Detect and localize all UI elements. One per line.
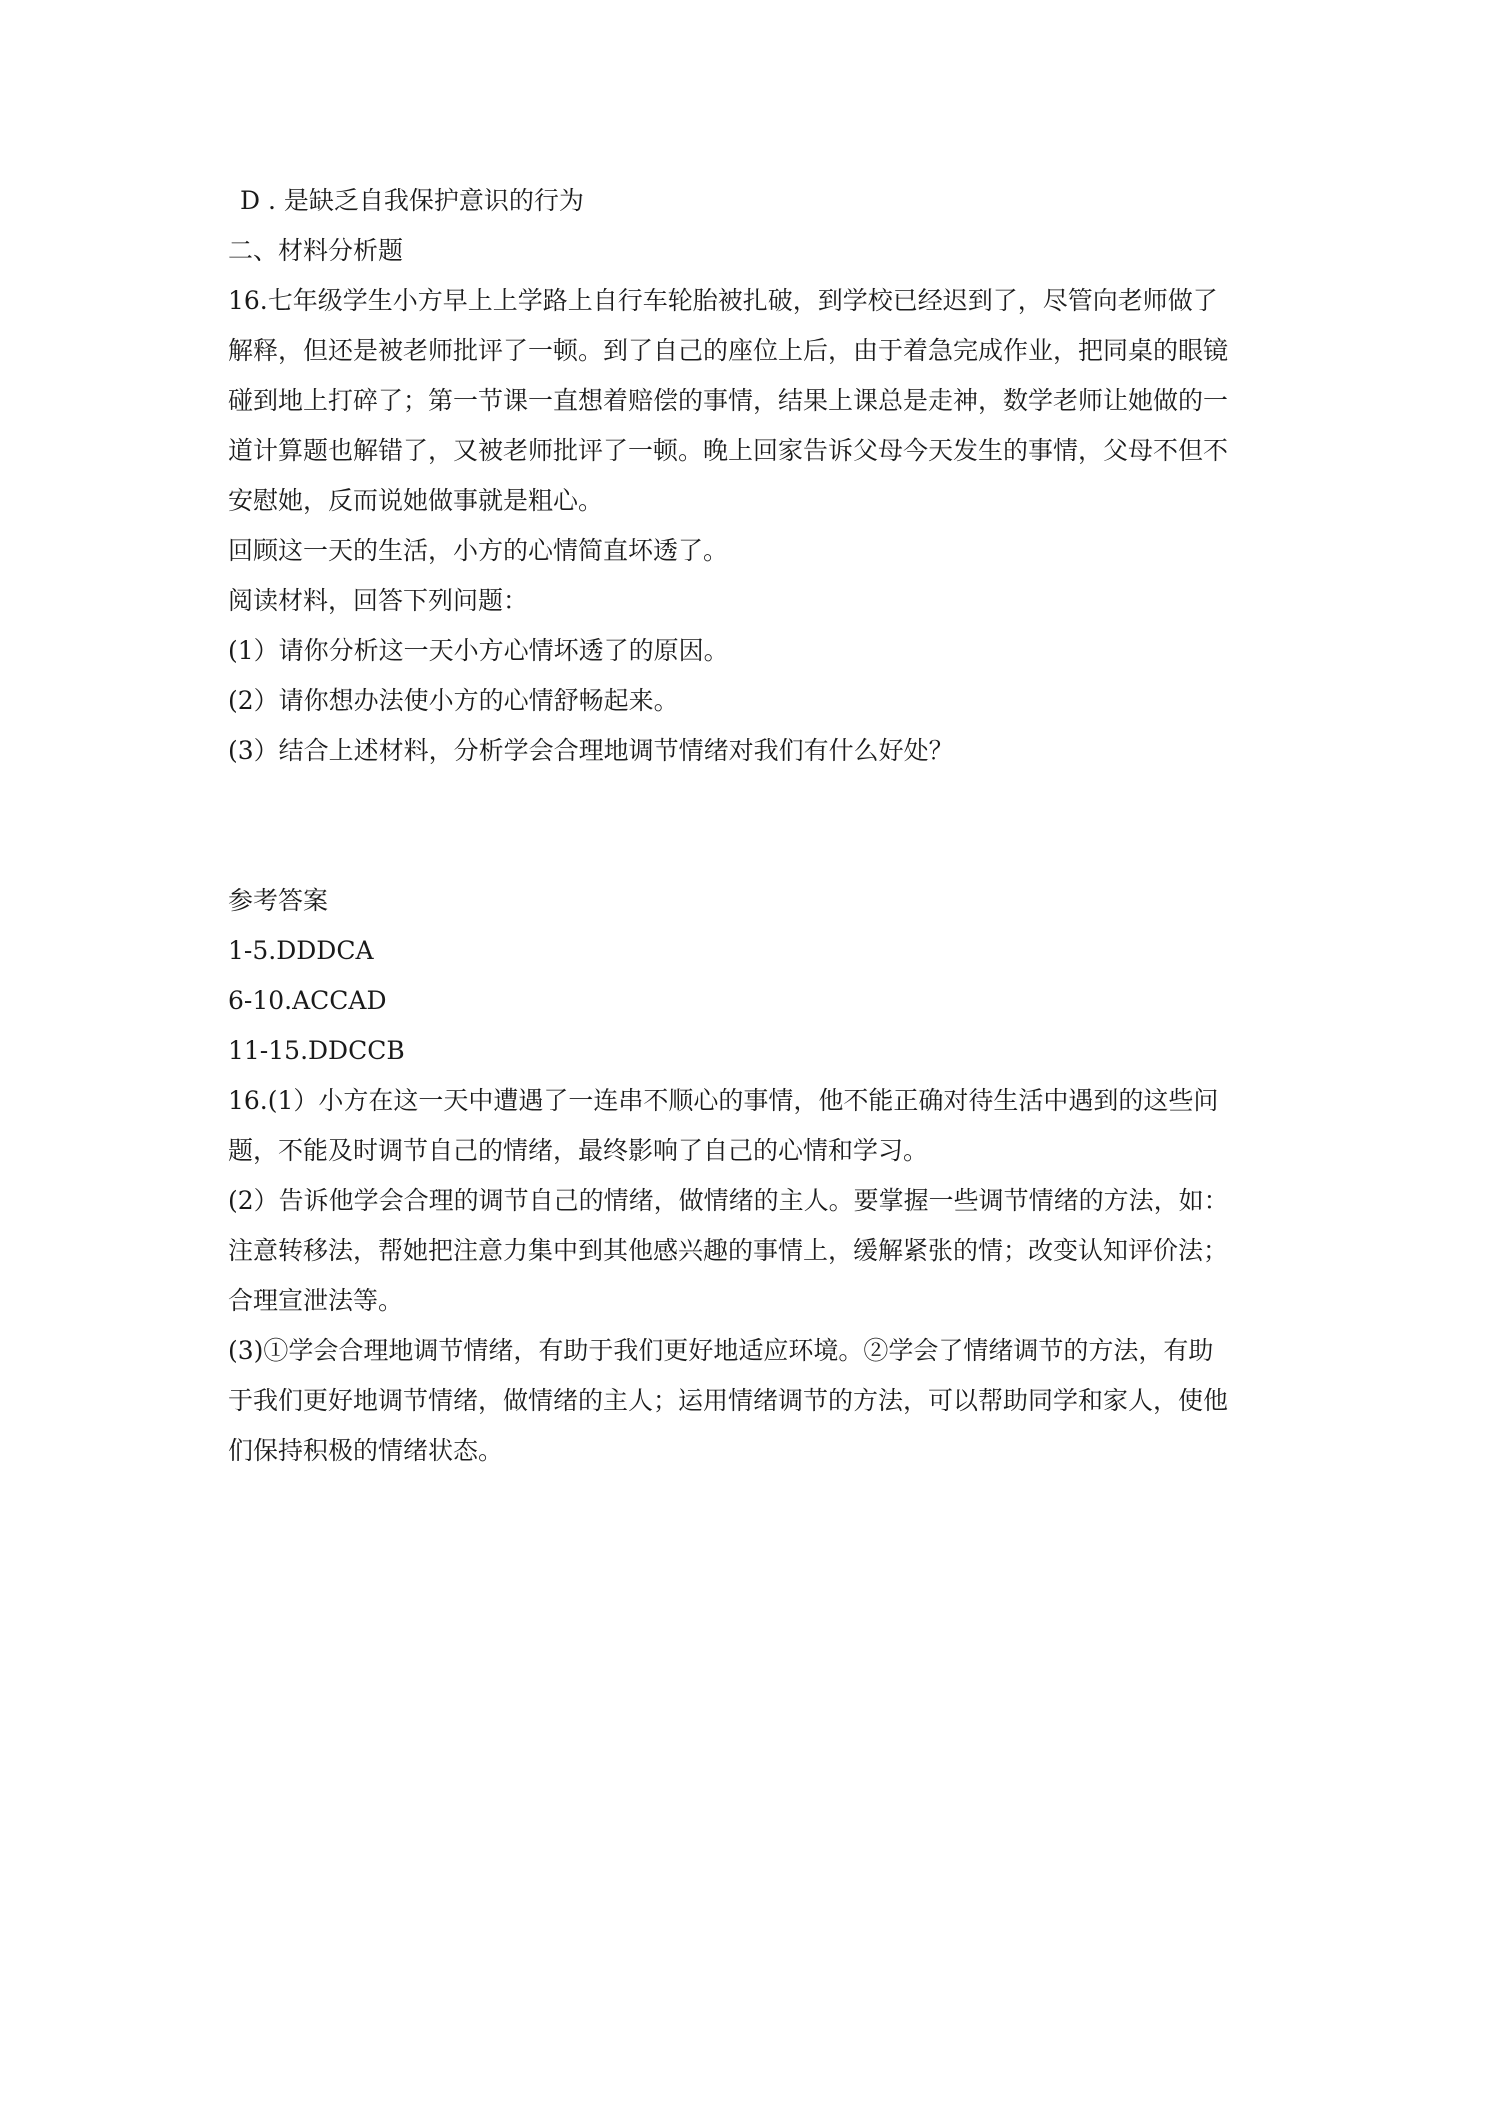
section-spacer (228, 776, 1280, 876)
answer-line: (3)①学会合理地调节情绪，有助于我们更好地适应环境。②学会了情绪调节的方法，有助 (228, 1336, 1214, 1365)
instruction: 阅读材料，回答下列问题： (228, 586, 529, 615)
answer-line: 合理宣泄法等。 (228, 1286, 404, 1315)
material-line: 16.七年级学生小方早上上学路上自行车轮胎被扎破，到学校已经迟到了，尽管向老师做了 (228, 286, 1218, 315)
answer-line: 们保持积极的情绪状态。 (228, 1436, 504, 1465)
material-line: 解释，但还是被老师批评了一顿。到了自己的座位上后，由于着急完成作业，把同桌的眼镜 (228, 336, 1229, 365)
choice-answer: 11-15.DDCCB (228, 1036, 405, 1065)
answer-line: 于我们更好地调节情绪，做情绪的主人；运用情绪调节的方法，可以帮助同学和家人，使他 (228, 1386, 1229, 1415)
answer-paragraph (228, 1076, 1280, 1476)
answer-title: 参考答案 (228, 886, 329, 915)
choice-answer-list (228, 926, 1280, 1076)
material-line: 安慰她，反而说她做事就是粗心。 (228, 486, 604, 515)
answer-line: 注意转移法，帮她把注意力集中到其他感兴趣的事情上，缓解紧张的情；改变认知评价法； (228, 1236, 1229, 1265)
material-paragraph (228, 276, 1280, 576)
question-item: (2）请你想办法使小方的心情舒畅起来。 (228, 686, 679, 715)
material-line: 碰到地上打碎了；第一节课一直想着赔偿的事情，结果上课总是走神，数学老师让她做的一 (228, 386, 1229, 415)
answer-line: 题，不能及时调节自己的情绪，最终影响了自己的心情和学习。 (228, 1136, 929, 1165)
material-line: 回顾这一天的生活，小方的心情简直坏透了。 (228, 536, 729, 565)
choice-answer: 6-10.ACCAD (228, 986, 387, 1015)
document-content (228, 176, 1280, 1476)
choice-answer: 1-5.DDDCA (228, 936, 374, 965)
question-item: (1）请你分析这一天小方心情坏透了的原因。 (228, 636, 729, 665)
answer-line: 16.(1）小方在这一天中遭遇了一连串不顺心的事情，他不能正确对待生活中遇到的这些问 (228, 1086, 1219, 1115)
answer-line: (2）告诉他学会合理的调节自己的情绪，做情绪的主人。要掌握一些调节情绪的方法，如： (228, 1186, 1229, 1215)
option-d: D . 是缺乏自我保护意识的行为 (240, 186, 584, 215)
question-item: (3）结合上述材料，分析学会合理地调节情绪对我们有什么好处？ (228, 736, 954, 765)
question-list (228, 626, 1280, 776)
section-title: 二、材料分析题 (228, 236, 404, 265)
material-line: 道计算题也解错了，又被老师批评了一顿。晚上回家告诉父母今天发生的事情，父母不但不 (228, 436, 1229, 465)
